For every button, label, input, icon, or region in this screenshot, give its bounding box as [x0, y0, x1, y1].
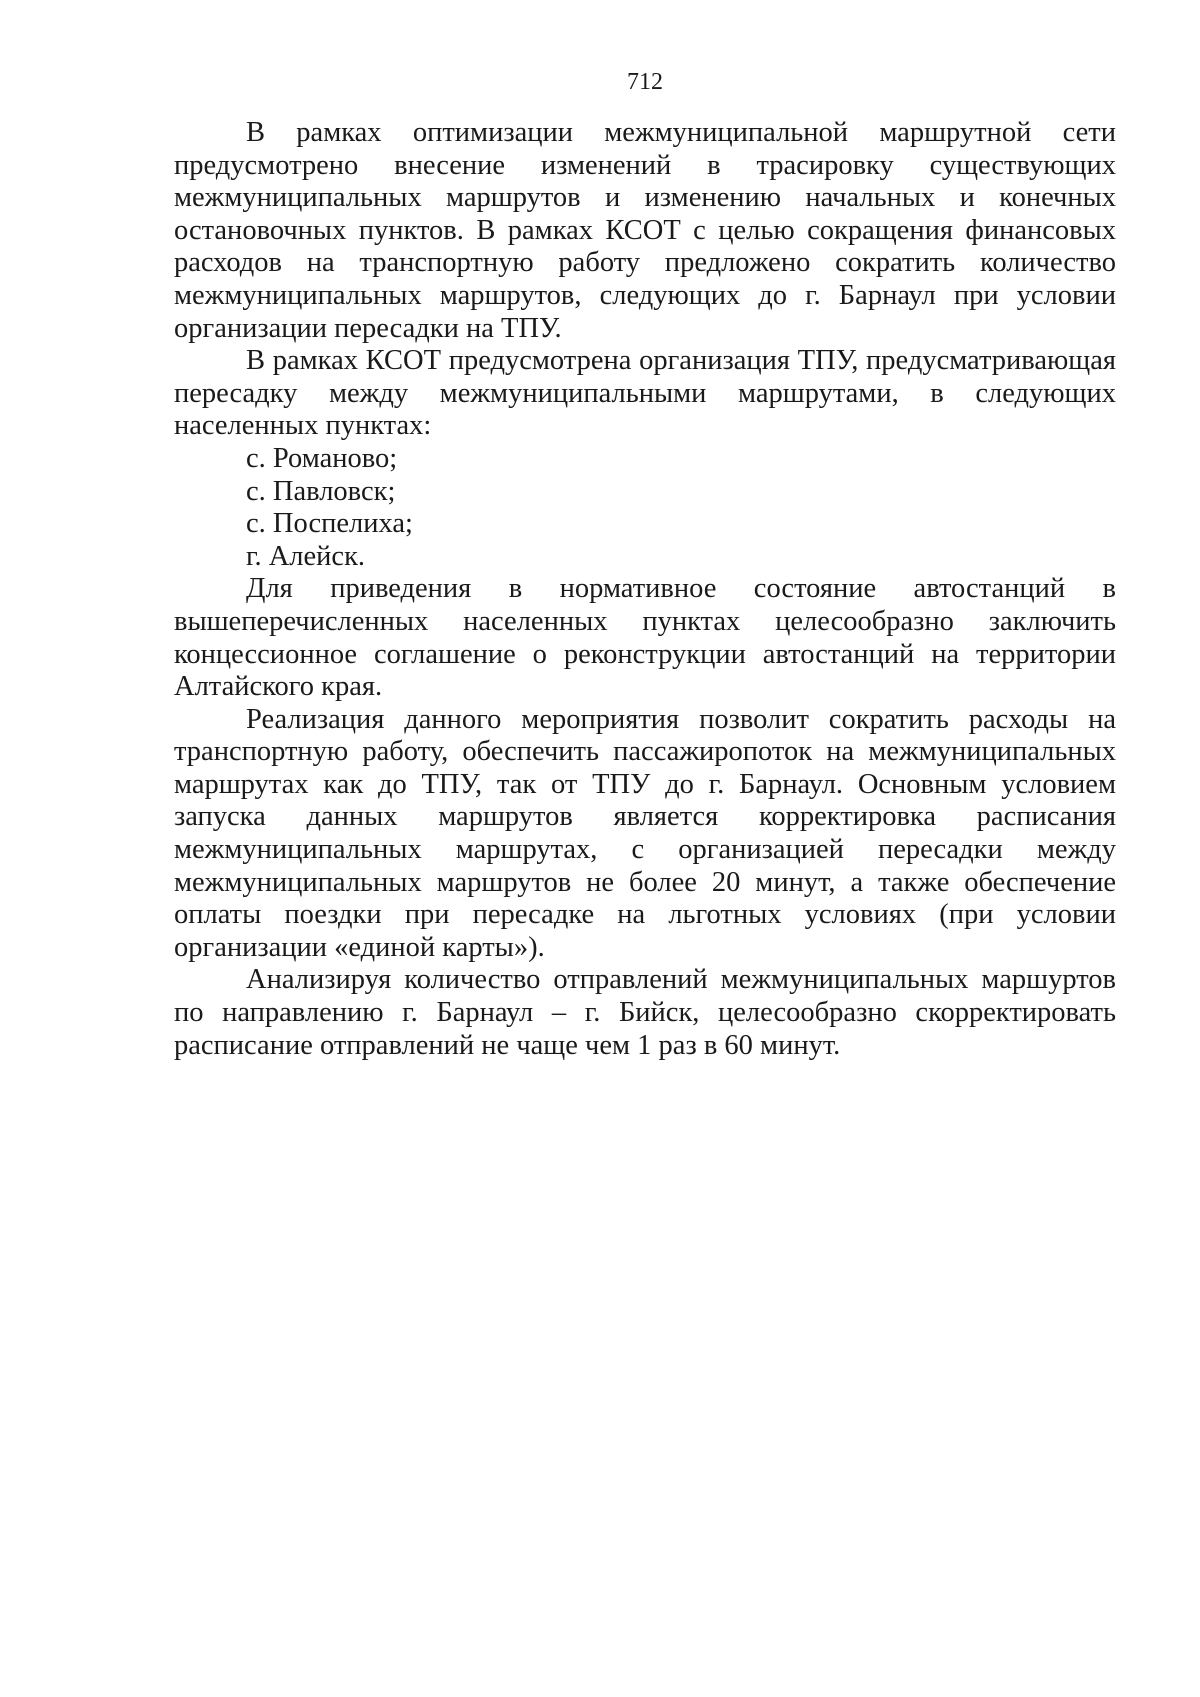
paragraph-implementation: Реализация данного мероприятия позволит сократить расходы на транспортную работу, обеспечить пассажиропоток на межмуниципальных маршрутах как до ТПУ, так от ТПУ до г. Барнаул. Основным условием запуска данных маршрутов является корректировка расписания межмуниципальных маршрутах, с организацией пересадки между межмуниципальных маршрутов не более 20 минут, а также обеспечение оплаты поездки при пересадке на льготных условиях (при условии организации «единой карты»). — [174, 703, 1116, 963]
paragraph-tpu-organization: В рамках КСОТ предусмотрена организация ТПУ, предусматривающая пересадку между межмуниципальными маршрутами, в следующих населенных пунктах: — [174, 345, 1116, 442]
paragraph-bus-stations: Для приведения в нормативное состояние автостанций в вышеперечисленных населенных пунктах целесообразно заключить концессионное соглашение о реконструкции автостанций на территории Алтайского края. — [174, 573, 1116, 703]
list-item-settlement: с. Поспелиха; — [246, 508, 413, 540]
paragraph-route-optimization: В рамках оптимизации межмуниципальной маршрутной сети предусмотрено внесение изменений в трасировку существующих межмуниципальных маршрутов и изменению начальных и конечных остановочных пунктов. В рамках КСОТ с целью сокращения финансовых расходов на транспортную работу предложено сократить количество межмуниципальных маршрутов, следующих до г. Барнаул при условии организации пересадки на ТПУ. — [174, 117, 1116, 344]
list-item-settlement: с. Павловск; — [246, 475, 396, 507]
list-item-settlement: с. Романово; — [246, 442, 398, 474]
paragraph-schedule-analysis: Анализируя количество отправлений межмуниципальных маршуртов по направлению г. Барнаул – г. Бийск, целесообразно скорректировать расписание отправлений не чаще чем 1 раз в 60 минут. — [174, 964, 1116, 1061]
document-body — [174, 117, 1116, 1062]
page-number: 712 — [627, 69, 663, 95]
list-item-settlement: г. Алейск. — [246, 540, 366, 572]
